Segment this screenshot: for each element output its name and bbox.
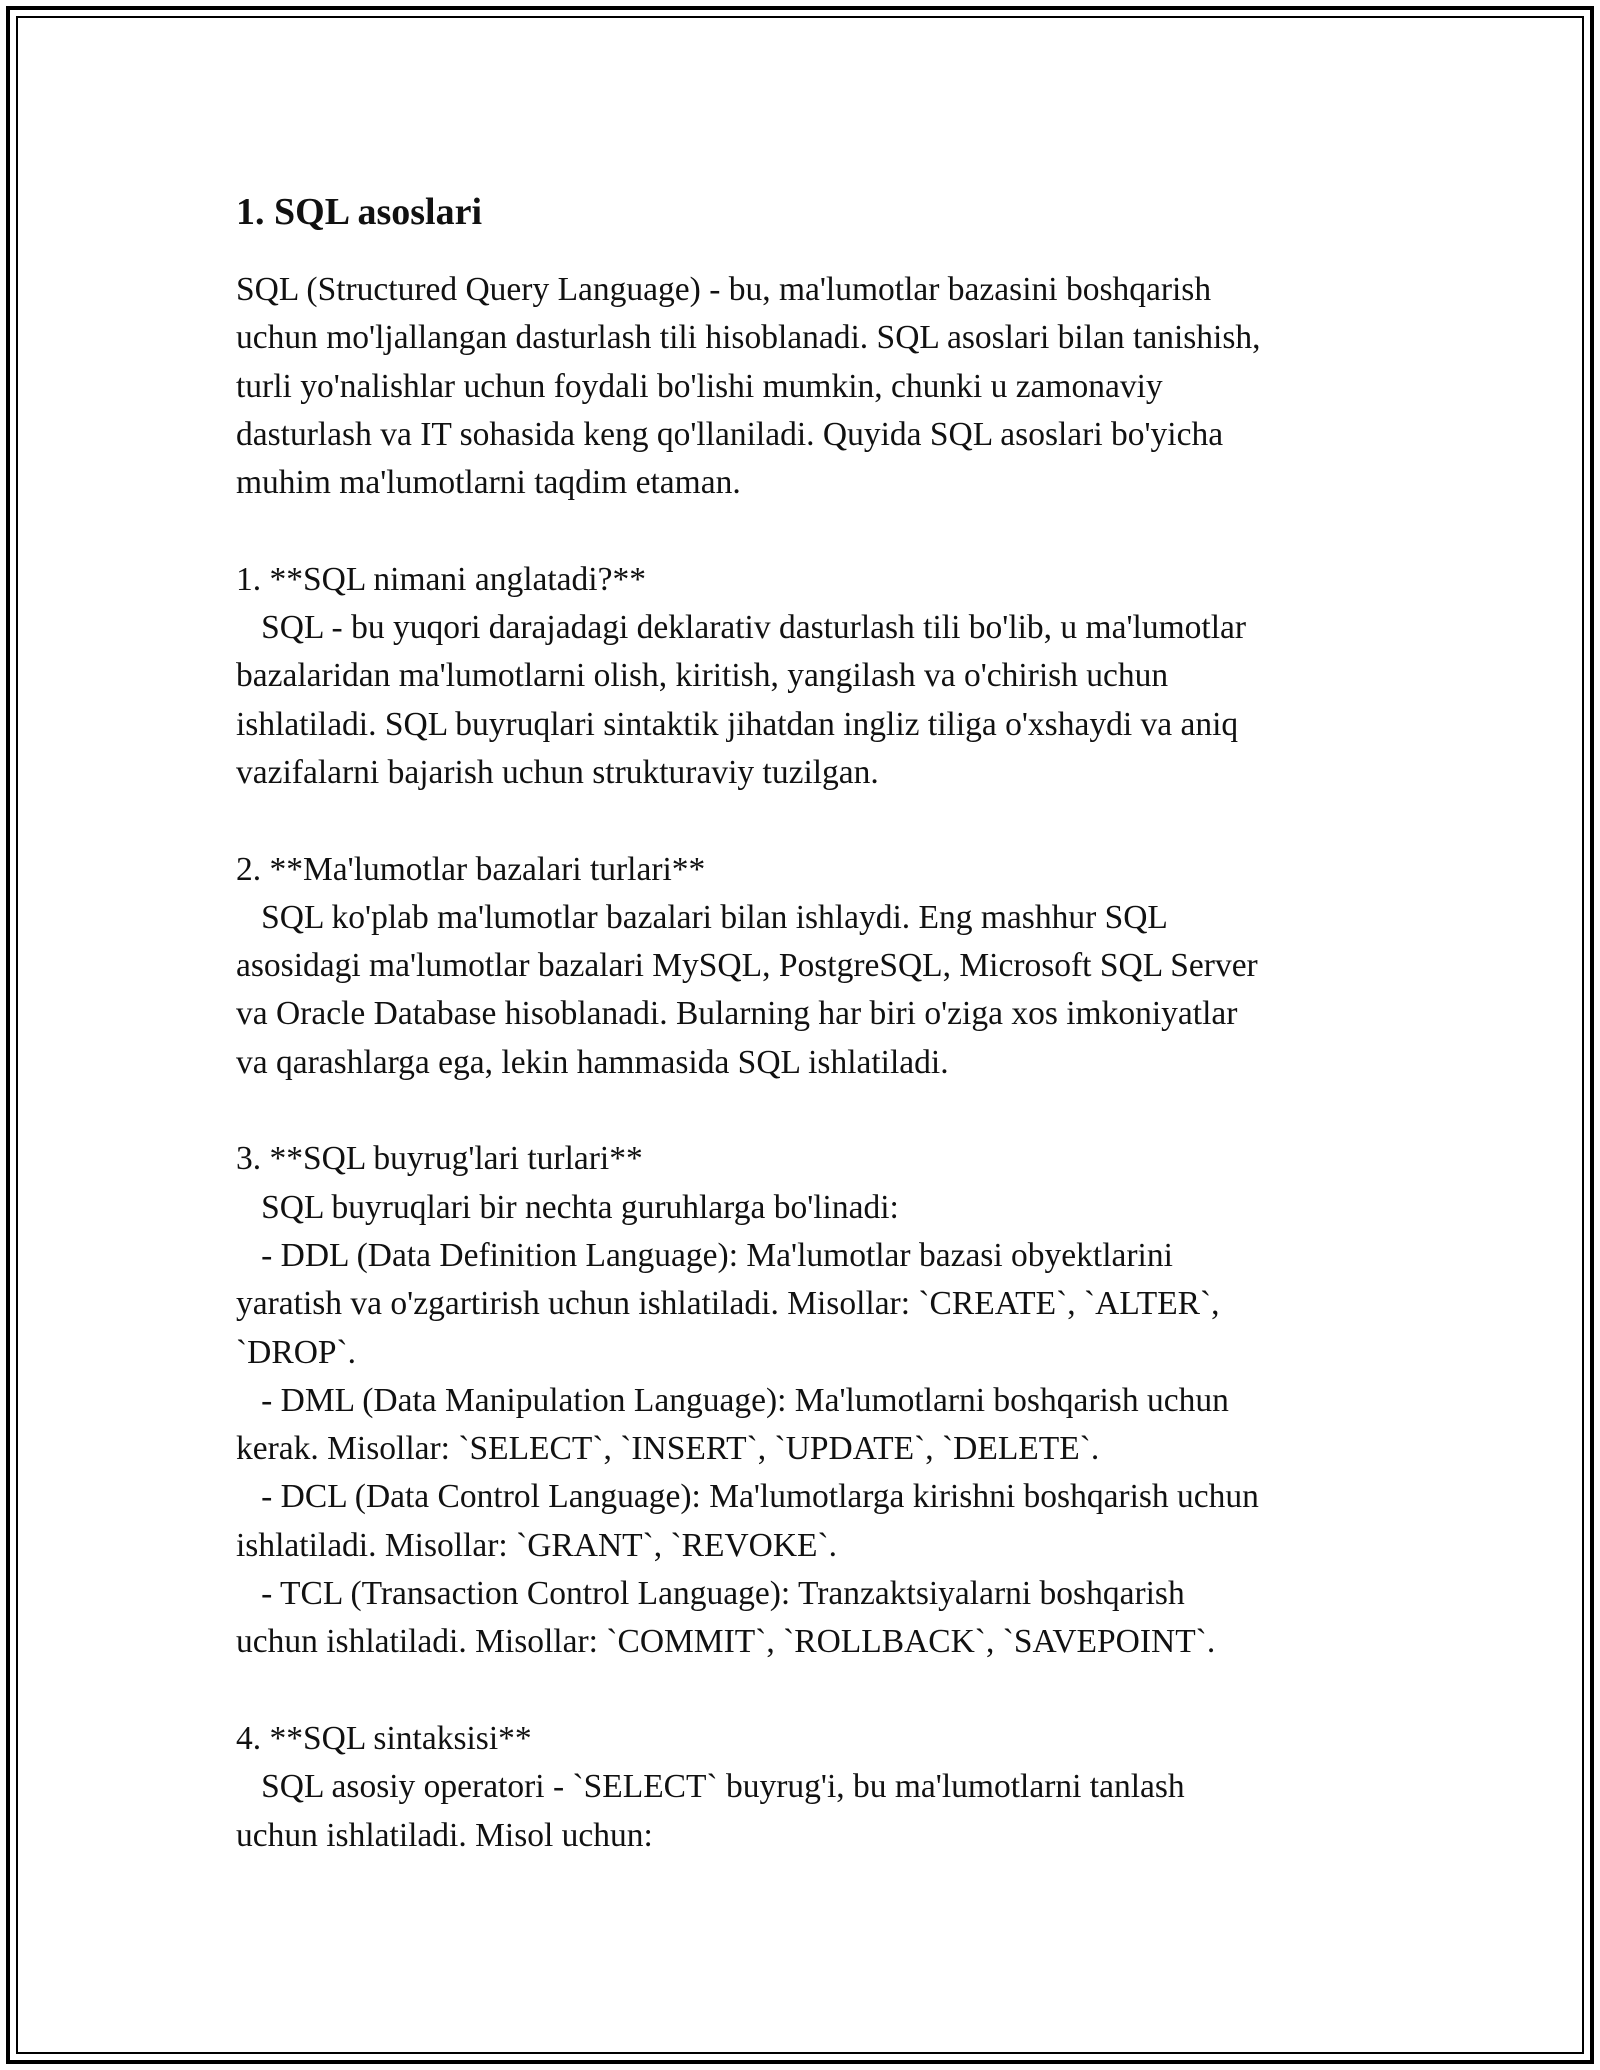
intro-paragraph: SQL (Structured Query Language) - bu, ma'lumotlar bazasini boshqarish uchun mo'ljallangan dasturlash tili hisoblanadi. SQL asoslari bilan tanishish, turli yo'nalishlar uchun foydali bo'lishi mumkin, chunki u zamonaviy dasturlash va IT sohasida keng qo'llaniladi. Quyida SQL asoslari bo'yicha muhim ma'lumotlarni taqdim etaman.: [236, 271, 1261, 502]
section-body-1: SQL - bu yuqori darajadagi deklarativ dasturlash tili bo'lib, u ma'lumotlar bazalaridan ma'lumotlarni olish, kiritish, yangilash va o'chirish uchun ishlatiladi. SQL buyruqlari sintaktik jihatdan ingliz tiliga o'xshaydi va aniq vazifalarni bajarish uchun strukturaviy tuzilgan.: [236, 609, 1247, 791]
spacer: [236, 797, 1366, 845]
section-heading-2: 2. **Ma'lumotlar bazalari turlari**: [236, 850, 706, 888]
spacer: [236, 507, 1366, 555]
section-body-4: SQL asosiy operatori - `SELECT` buyrug'i, bu ma'lumotlarni tanlash uchun ishlatiladi. Misol uchun:: [236, 1768, 1185, 1854]
section-body-3: SQL buyruqlari bir nechta guruhlarga bo'linadi: - DDL (Data Definition Language): Ma'lumotlar bazasi obyektlarini yaratish va o'zgartirish uchun ishlatiladi. Misollar: `CREATE`, `ALTER`, `DROP`. - DML (Data Manipulation Language): Ma'lumotlarni boshqarish uchun kerak. Misollar: `SELECT`, `INSERT`, `UPDATE`, `DELETE`. - DCL (Data Control Language): Ma'lumotlarga kirishni boshqarish uchun ishlatiladi. Misollar: `GRANT`, `REVOKE`. - TCL (Transaction Control Language): Tranzaktsiyalarni boshqarish uchun ishlatiladi. Misollar: `COMMIT`, `ROLLBACK`, `SAVEPOINT`.: [236, 1188, 1259, 1661]
document-body: [236, 188, 1366, 1860]
section-heading-1: 1. **SQL nimani anglatadi?**: [236, 560, 646, 598]
spacer: [236, 1087, 1366, 1135]
page-title: 1. SQL asoslari: [236, 191, 482, 233]
section-heading-4: 4. **SQL sintaksisi**: [236, 1719, 532, 1757]
section-heading-3: 3. **SQL buyrug'lari turlari**: [236, 1140, 643, 1178]
section-body-2: SQL ko'plab ma'lumotlar bazalari bilan ishlaydi. Eng mashhur SQL asosidagi ma'lumotlar bazalari MySQL, PostgreSQL, Microsoft SQL Server va Oracle Database hisoblanadi. Bularning har biri o'ziga xos imkoniyatlar va qarashlarga ega, lekin hammasida SQL ishlatiladi.: [236, 898, 1258, 1081]
spacer: [236, 1667, 1366, 1715]
